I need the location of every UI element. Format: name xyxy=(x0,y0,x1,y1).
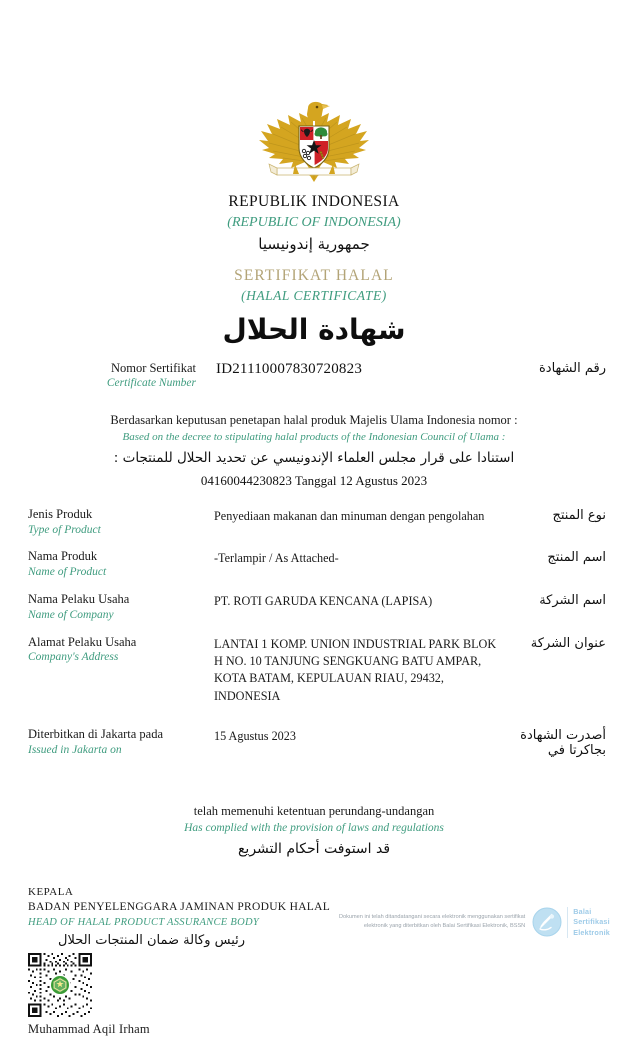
bsre-org-name xyxy=(567,907,610,938)
decree-line-en: Based on the decree to stipulating halal products of the Indonesian Council of Ulama : xyxy=(122,430,506,443)
garuda-pancasila-emblem xyxy=(255,96,373,188)
compliance-block xyxy=(0,802,628,862)
detail-row-company-address xyxy=(28,635,606,705)
detail-row-product-type xyxy=(28,507,606,538)
issued-label-id: Diterbitkan di Jakarta pada xyxy=(28,726,164,741)
country-name-en: (REPUBLIC OF INDONESIA) xyxy=(227,214,401,230)
detail-label-ar: عنوان الشركة xyxy=(530,635,606,651)
issued-label-ar: أصدرت الشهادة بجاكرتا في xyxy=(520,727,606,758)
signer-role-en: HEAD OF HALAL PRODUCT ASSURANCE BODY xyxy=(28,916,260,928)
country-name-id: REPUBLIK INDONESIA xyxy=(228,193,400,210)
country-name-ar: جمهورية إندونيسيا xyxy=(258,234,370,253)
decree-line-id: Berdasarkan keputusan penetapan halal produk Majelis Ulama Indonesia nomor : xyxy=(110,413,518,428)
certificate-title-ar: شهادة الحلال xyxy=(222,312,406,346)
detail-label xyxy=(28,635,202,666)
signer-role-line2: BADAN PENYELENGGARA JAMINAN PRODUK HALAL xyxy=(28,901,331,914)
certificate-title-en: (HALAL CERTIFICATE) xyxy=(241,287,387,303)
kemenag-logo-icon xyxy=(49,974,71,996)
detail-label-id: Nama Produk xyxy=(28,549,98,564)
detail-row-issued xyxy=(28,727,606,758)
bsre-line-1: Balai xyxy=(573,906,592,916)
certificate-number-label-en: Certificate Number xyxy=(106,377,196,390)
detail-label-en: Type of Product xyxy=(28,523,101,536)
detail-label-ar: اسم الشركة xyxy=(539,593,606,609)
detail-label-ar: نوع المنتج xyxy=(552,507,606,523)
decree-number: 04160044230823 Tanggal 12 Agustus 2023 xyxy=(200,473,428,489)
issued-label xyxy=(28,727,202,758)
signer-name: Muhammad Aqil Irham xyxy=(28,1022,150,1037)
detail-label xyxy=(28,507,202,538)
detail-label-en: Company's Address xyxy=(28,651,119,664)
certificate-number-label-id: Nomor Sertifikat xyxy=(110,360,196,375)
detail-label-en: Name of Company xyxy=(28,608,114,621)
detail-label-id: Nama Pelaku Usaha xyxy=(28,592,130,607)
detail-value: PT. ROTI GARUDA KENCANA (LAPISA) xyxy=(214,594,433,609)
details-table xyxy=(0,507,628,758)
detail-label xyxy=(28,549,202,580)
emblem-container xyxy=(0,0,628,188)
detail-value: Penyediaan makanan dan minuman dengan pengolahan xyxy=(214,508,485,523)
detail-label xyxy=(28,592,202,623)
certificate-number-value: ID21110007830720823 xyxy=(216,360,363,377)
detail-label-ar: اسم المنتج xyxy=(547,550,606,566)
detail-label-en: Name of Product xyxy=(28,566,107,579)
bsre-seal-icon xyxy=(532,907,562,937)
header-block xyxy=(0,192,628,347)
compliance-line-id: telah memenuhi ketentuan perundang-undangan xyxy=(193,803,435,818)
bsre-logo xyxy=(532,907,610,938)
detail-value: -Terlampir / As Attached- xyxy=(214,551,339,566)
detail-label-id: Jenis Produk xyxy=(28,506,93,521)
electronic-signature-disclaimer xyxy=(339,913,525,933)
electronic-signature-footer xyxy=(339,907,610,938)
issued-label-en: Issued in Jakarta on xyxy=(28,743,122,756)
certificate-number-label xyxy=(28,361,204,392)
detail-value: LANTAI 1 KOMP. UNION INDUSTRIAL PARK BLOK H NO. 10 TANJUNG SENGKUANG BATU AMPAR, KOTA BATAM, KEPULAUAN RIAU, 29432, INDONESIA xyxy=(214,636,497,703)
decree-line-ar: استنادا على قرار مجلس العلماء الإندونيسي عن تحديد الحلال للمنتجات : xyxy=(113,450,515,467)
bsre-line-3: Elektronik xyxy=(573,927,610,937)
compliance-line-ar: قد استوفت أحكام التشريع xyxy=(237,840,391,857)
certificate-title-id: SERTIFIKAT HALAL xyxy=(234,267,394,285)
detail-row-company-name xyxy=(28,592,606,623)
signer-role-line1: KEPALA xyxy=(28,886,74,899)
certificate-number-row xyxy=(0,361,628,392)
certificate-number-label-ar: رقم الشهادة xyxy=(539,360,606,376)
signer-role-ar: رئيس وكالة ضمان المنتجات الحلال xyxy=(58,932,246,948)
detail-label-id: Alamat Pelaku Usaha xyxy=(28,634,137,649)
bsre-line-2: Sertifikasi xyxy=(573,917,610,927)
disclaimer-line-2: elektronik yang diterbitkan oleh Balai Sertifikasi Elektronik, BSSN xyxy=(363,923,526,930)
disclaimer-line-1: Dokumen ini telah ditandatangani secara elektronik menggunakan sertifikat xyxy=(338,913,526,920)
issued-date: 15 Agustus 2023 xyxy=(214,728,296,743)
qr-code[interactable] xyxy=(28,953,92,1017)
compliance-line-en: Has complied with the provision of laws and regulations xyxy=(184,822,444,835)
decree-block xyxy=(0,411,628,491)
detail-row-product-name xyxy=(28,549,606,580)
